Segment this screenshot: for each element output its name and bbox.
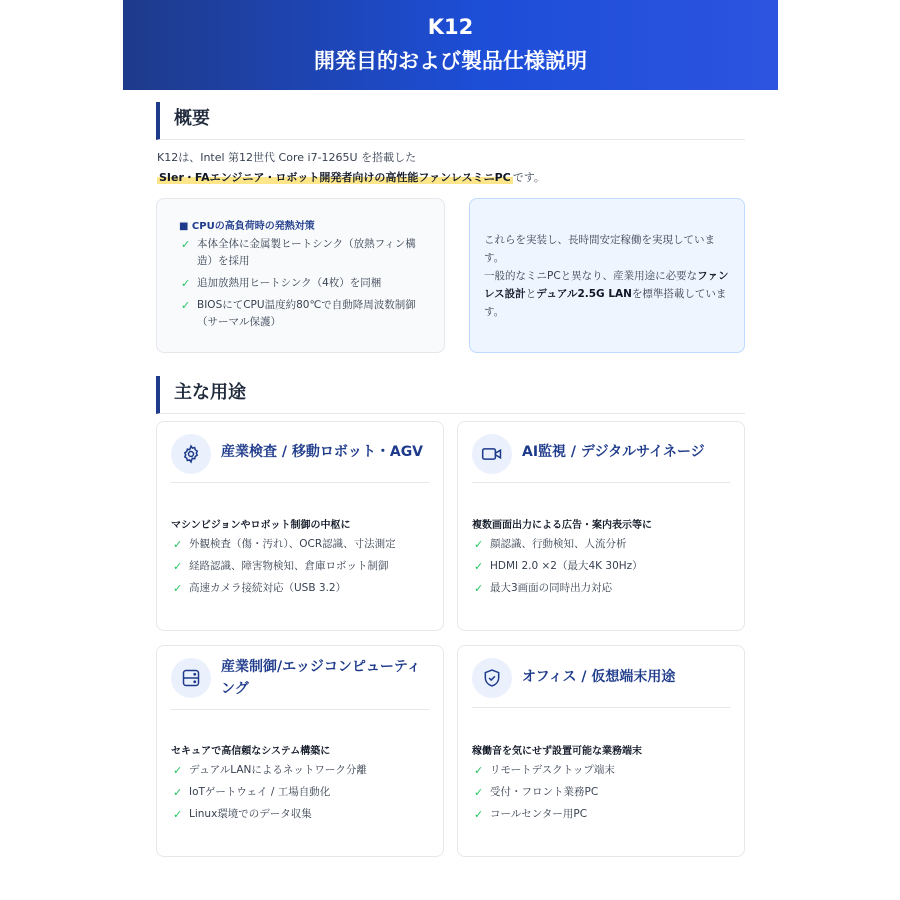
list-item: ✓ デュアルLANによるネットワーク分離 — [173, 764, 367, 777]
check-icon: ✓ — [474, 808, 484, 821]
lan-emphasis: デュアル2.5G LAN — [536, 288, 632, 300]
card-title: 産業検査 / 移動ロボット・AGV — [221, 444, 424, 460]
check-icon: ✓ — [173, 786, 183, 799]
page-header — [123, 0, 778, 90]
list-item: ✓ リモートデスクトップ端末 — [474, 764, 615, 777]
intro-line: K12は、Intel 第12世代 Core i7-1265U を搭載した — [157, 151, 417, 164]
list-item: ✓ 顔認識、行動検知、人流分析 — [474, 538, 627, 551]
check-icon: ✓ — [474, 786, 484, 799]
check-icon: ✓ — [181, 238, 191, 251]
list-item: ✓ 本体全体に金属製ヒートシンク（放熱フィン構造）を採用 — [181, 238, 416, 267]
card-divider — [171, 709, 429, 710]
page-title: 開発目的および製品仕様説明 — [314, 49, 587, 73]
card-list — [472, 536, 734, 602]
card-list — [472, 762, 734, 828]
list-item: ✓ 受付・フロント業務PC — [474, 786, 599, 799]
video-camera-icon — [472, 434, 512, 474]
list-item: ✓ 外観検査（傷・汚れ）、OCR認識、寸法測定 — [173, 538, 396, 551]
list-item: ✓ HDMI 2.0 ×2（最大4K 30Hz） — [474, 560, 643, 573]
server-icon — [171, 658, 211, 698]
check-icon: ✓ — [181, 277, 191, 290]
card-divider — [472, 707, 730, 708]
list-item: ✓ 最大3画面の同時出力対応 — [474, 582, 613, 595]
info-box: これらを実装し、長時間安定稼働を実現しています。 一般的なミニPCと異なり、産業用途に必要なファンレス設計とデュアル2.5G LANを標準搭載しています。 — [469, 198, 745, 353]
use-card-office-terminal — [457, 645, 745, 857]
list-item: ✓ コールセンター用PC — [474, 808, 588, 821]
list-item: ✓ 追加放熱用ヒートシンク（4枚）を同梱 — [181, 277, 382, 290]
intro-highlight: SIer・FAエンジニア・ロボット開発者向けの高性能ファンレスミニPC — [159, 171, 511, 184]
check-icon: ✓ — [474, 764, 484, 777]
check-icon: ✓ — [181, 299, 191, 312]
check-icon: ✓ — [173, 764, 183, 777]
check-icon: ✓ — [474, 582, 484, 595]
check-icon: ✓ — [173, 582, 183, 595]
uses-heading: 主な用途 — [156, 376, 745, 414]
list-item: ✓ BIOSにてCPU温度約80℃で自動降周波数制御（サーマル保護） — [181, 299, 416, 328]
card-divider — [472, 482, 730, 483]
card-title: オフィス / 仮想端末用途 — [522, 669, 676, 685]
thermal-box-title: ■ CPUの高負荷時の発熱対策 — [179, 221, 315, 232]
list-item: ✓ 高速カメラ接続対応（USB 3.2） — [173, 582, 347, 595]
check-icon: ✓ — [173, 560, 183, 573]
card-subtitle: 稼働音を気にせず設置可能な業務端末 — [472, 746, 642, 757]
gear-icon — [171, 434, 211, 474]
use-card-edge-computing — [156, 645, 444, 857]
list-item: ✓ Linux環境でのデータ収集 — [173, 808, 312, 821]
card-divider — [171, 482, 429, 483]
card-subtitle: セキュアで高信頼なシステム構築に — [171, 746, 331, 757]
use-card-ai-surveillance — [457, 421, 745, 631]
intro-suffix: です。 — [512, 171, 545, 184]
card-subtitle: 複数画面出力による広告・案内表示等に — [472, 520, 652, 531]
card-title: 産業制御/エッジコンピューティング — [221, 659, 421, 697]
check-icon: ✓ — [474, 560, 484, 573]
overview-heading: 概要 — [156, 102, 745, 140]
check-icon: ✓ — [474, 538, 484, 551]
check-icon: ✓ — [173, 538, 183, 551]
card-list — [171, 762, 433, 828]
shield-check-icon — [472, 658, 512, 698]
product-name: K12 — [427, 15, 474, 39]
fanless-emphasis: ファンレス設計 — [484, 270, 729, 300]
check-icon: ✓ — [173, 808, 183, 821]
card-title: AI監視 / デジタルサイネージ — [522, 444, 705, 460]
list-item: ✓ IoTゲートウェイ / 工場自動化 — [173, 786, 331, 799]
use-card-industrial-inspection — [156, 421, 444, 631]
list-item: ✓ 経路認識、障害物検知、倉庫ロボット制御 — [173, 560, 389, 573]
card-list — [171, 536, 433, 602]
thermal-measures-box — [156, 198, 445, 353]
card-subtitle: マシンビジョンやロボット制御の中枢に — [171, 520, 351, 531]
intro-highlight-line — [157, 169, 545, 185]
